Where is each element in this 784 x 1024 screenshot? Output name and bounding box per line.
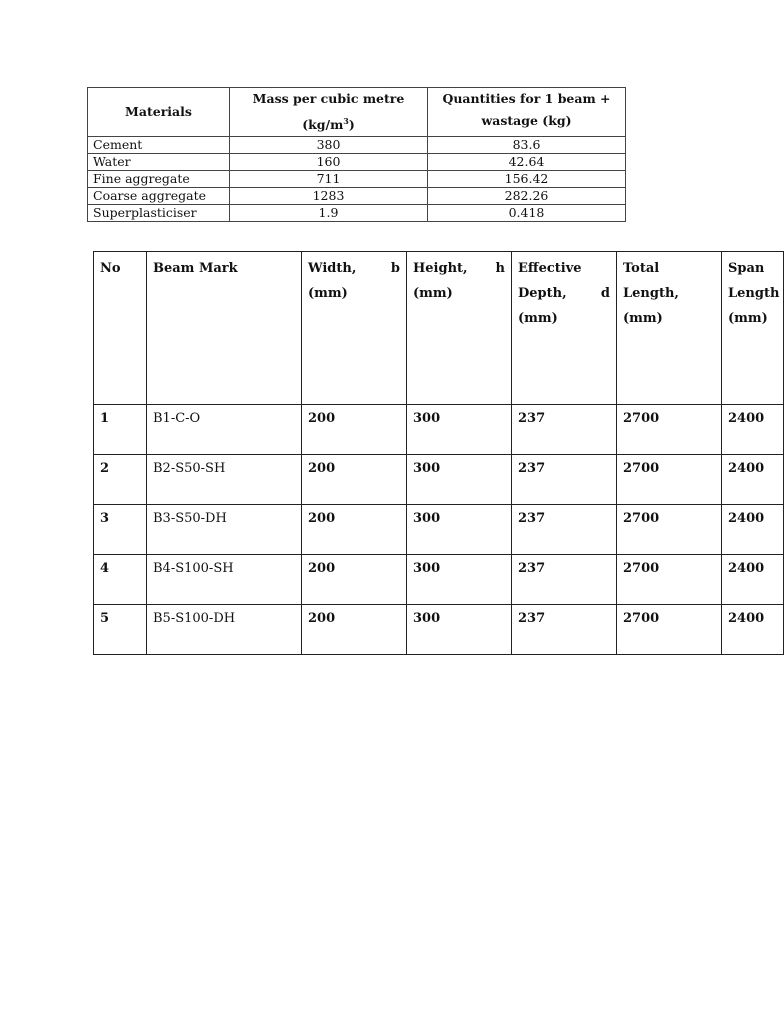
- span-length-cell: 2400: [722, 505, 784, 555]
- width-header-b: b: [390, 261, 400, 276]
- height-header-a: Height,: [413, 261, 468, 276]
- height-cell: 300: [407, 605, 512, 655]
- material-row: [88, 171, 626, 188]
- width-header: [302, 252, 407, 405]
- width-cell: 200: [302, 555, 407, 605]
- beams-table-body: [94, 405, 784, 655]
- total-length-cell: 2700: [617, 405, 722, 455]
- beams-header-row: [94, 252, 784, 405]
- no-header: [94, 252, 147, 405]
- total-length-header: [617, 252, 722, 405]
- height-header-unit: (mm): [413, 286, 453, 301]
- materials-table-body: [88, 137, 626, 222]
- mass-unit-text: (kg/m: [302, 117, 344, 133]
- span-length-header-line2: Length: [728, 286, 780, 301]
- effective-depth-header-a: Depth,: [518, 286, 567, 301]
- beam-row: [94, 455, 784, 505]
- effective-depth-cell: 237: [512, 505, 617, 555]
- beam-mark-cell: B1-C-O: [147, 405, 302, 455]
- height-cell: 300: [407, 505, 512, 555]
- total-length-cell: 2700: [617, 555, 722, 605]
- no-cell: 1: [94, 405, 147, 455]
- effective-depth-cell: 237: [512, 405, 617, 455]
- total-length-cell: 2700: [617, 455, 722, 505]
- beam-row: [94, 605, 784, 655]
- mass-cell: 1.9: [230, 205, 428, 222]
- quantity-cell: 156.42: [428, 171, 626, 188]
- height-header: [407, 252, 512, 405]
- total-length-header-line1: Total Length,: [623, 261, 679, 301]
- width-header-a: Width,: [308, 261, 357, 276]
- beams-table: [93, 251, 784, 655]
- effective-depth-cell: 237: [512, 605, 617, 655]
- span-length-header: [722, 252, 784, 405]
- material-row: [88, 205, 626, 222]
- quantity-header-line1: Quantities for 1 beam +: [442, 91, 611, 106]
- beam-row: [94, 555, 784, 605]
- width-header-unit: (mm): [308, 286, 348, 301]
- beam-mark-header-text: Beam Mark: [153, 261, 238, 276]
- mass-header-unit: [235, 110, 422, 136]
- beam-mark-header: [147, 252, 302, 405]
- beam-mark-cell: B2-S50-SH: [147, 455, 302, 505]
- width-cell: 200: [302, 455, 407, 505]
- total-length-cell: 2700: [617, 505, 722, 555]
- material-row: [88, 154, 626, 171]
- effective-depth-header: [512, 252, 617, 405]
- material-name-cell: Superplasticiser: [88, 205, 230, 222]
- beam-row: [94, 405, 784, 455]
- width-cell: 200: [302, 605, 407, 655]
- effective-depth-cell: 237: [512, 555, 617, 605]
- beam-mark-cell: B5-S100-DH: [147, 605, 302, 655]
- span-length-header-unit: (mm): [728, 311, 768, 326]
- mass-unit-close: ): [348, 117, 355, 133]
- span-length-cell: 2400: [722, 555, 784, 605]
- beam-row: [94, 505, 784, 555]
- effective-depth-header-line2: [518, 281, 610, 306]
- effective-depth-header-b: d: [600, 286, 610, 301]
- mass-cell: 711: [230, 171, 428, 188]
- materials-header: Materials: [88, 88, 230, 137]
- height-cell: 300: [407, 405, 512, 455]
- mass-unit-sup: 3: [343, 116, 349, 126]
- quantity-header-line2: wastage (kg): [481, 113, 572, 128]
- height-cell: 300: [407, 555, 512, 605]
- span-length-header-line1: Span: [728, 261, 765, 276]
- height-cell: 300: [407, 455, 512, 505]
- mass-header-line1: Mass per cubic metre: [252, 91, 405, 106]
- mass-cell: 1283: [230, 188, 428, 205]
- no-header-text: No: [100, 261, 121, 276]
- material-name-cell: Cement: [88, 137, 230, 154]
- quantity-cell: 0.418: [428, 205, 626, 222]
- beam-mark-cell: B3-S50-DH: [147, 505, 302, 555]
- no-cell: 5: [94, 605, 147, 655]
- span-length-cell: 2400: [722, 605, 784, 655]
- no-cell: 4: [94, 555, 147, 605]
- mass-cell: 380: [230, 137, 428, 154]
- no-cell: 3: [94, 505, 147, 555]
- width-cell: 200: [302, 505, 407, 555]
- width-header-line1: [308, 256, 400, 281]
- effective-depth-header-line1: Effective: [518, 261, 582, 276]
- material-name-cell: Fine aggregate: [88, 171, 230, 188]
- material-name-cell: Water: [88, 154, 230, 171]
- beam-mark-cell: B4-S100-SH: [147, 555, 302, 605]
- no-cell: 2: [94, 455, 147, 505]
- mass-header: [230, 88, 428, 137]
- mass-cell: 160: [230, 154, 428, 171]
- span-length-cell: 2400: [722, 455, 784, 505]
- height-header-line1: [413, 256, 505, 281]
- quantity-cell: 83.6: [428, 137, 626, 154]
- materials-table: [87, 87, 626, 222]
- total-length-cell: 2700: [617, 605, 722, 655]
- quantity-header: [428, 88, 626, 137]
- quantity-cell: 42.64: [428, 154, 626, 171]
- total-length-header-unit: (mm): [623, 311, 663, 326]
- width-cell: 200: [302, 405, 407, 455]
- height-header-b: h: [495, 261, 505, 276]
- quantity-cell: 282.26: [428, 188, 626, 205]
- span-length-cell: 2400: [722, 405, 784, 455]
- effective-depth-cell: 237: [512, 455, 617, 505]
- material-row: [88, 188, 626, 205]
- effective-depth-header-unit: (mm): [518, 311, 558, 326]
- material-row: [88, 137, 626, 154]
- materials-header-row: [88, 88, 626, 137]
- material-name-cell: Coarse aggregate: [88, 188, 230, 205]
